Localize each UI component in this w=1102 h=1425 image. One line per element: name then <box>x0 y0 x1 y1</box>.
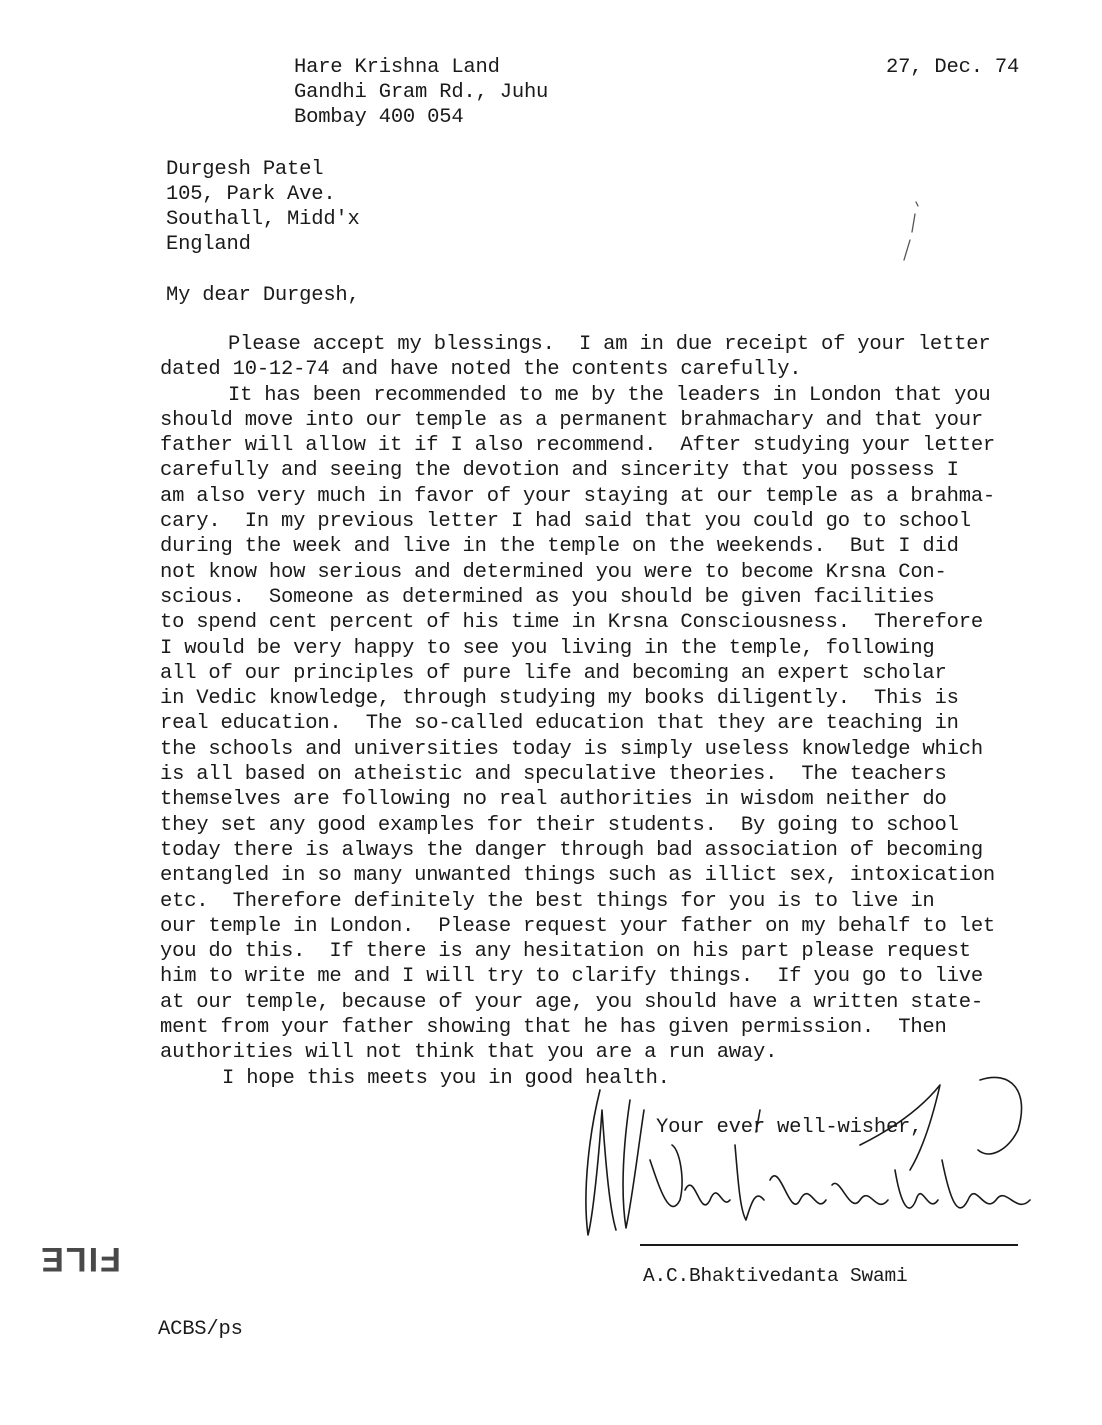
body-line: ment from your father showing that he has given permission. Then <box>160 1016 947 1040</box>
body-line: should move into our temple as a permanent brahmachary and that your <box>160 408 983 432</box>
body-line: authorities will not think that you are a run away. <box>160 1041 778 1065</box>
body-line: the schools and universities today is simply useless knowledge which <box>160 737 983 761</box>
file-stamp <box>30 1232 130 1286</box>
body-line: they set any good examples for their students. By going to school <box>160 813 959 837</box>
body-line: It has been recommended to me by the leaders in London that you <box>228 383 991 407</box>
recipient-address-line3: Southall, Midd'x <box>166 208 360 231</box>
sender-address-line1: Hare Krishna Land <box>294 56 500 79</box>
recipient-address-line4: England <box>166 233 251 256</box>
body-line: is all based on atheistic and speculative theories. The teachers <box>160 763 947 787</box>
body-line: I hope this meets you in good health. <box>222 1066 670 1090</box>
body-line: I would be very happy to see you living in the temple, following <box>160 636 935 660</box>
signatory-name: A.C.Bhaktivedanta Swami <box>643 1265 908 1287</box>
body-line: all of our principles of pure life and becoming an expert scholar <box>160 661 947 685</box>
body-line: am also very much in favor of your staying at our temple as a brahma- <box>160 484 996 508</box>
recipient-address-line1: Durgesh Patel <box>166 158 324 181</box>
svg-text:FILE: FILE <box>39 1240 121 1278</box>
sender-address-line3: Bombay 400 054 <box>294 106 464 129</box>
body-line: in Vedic knowledge, through studying my books diligently. This is <box>160 687 959 711</box>
letter-date: 27, Dec. 74 <box>886 56 1020 79</box>
body-line: not know how serious and determined you were to become Krsna Con- <box>160 560 947 584</box>
body-line: themselves are following no real authorities in wisdom neither do <box>160 788 947 812</box>
sender-address-line2: Gandhi Gram Rd., Juhu <box>294 81 549 104</box>
body-line: etc. Therefore definitely the best things for you is to live in <box>160 889 935 913</box>
body-line: during the week and live in the temple on the weekends. But I did <box>160 535 959 559</box>
body-line: to spend cent percent of his time in Krsna Consciousness. Therefore <box>160 611 983 635</box>
body-line: entangled in so many unwanted things such as illict sex, intoxication <box>160 864 996 888</box>
body-line: at our temple, because of your age, you should have a written state- <box>160 990 983 1014</box>
body-line: scious. Someone as determined as you should be given facilities <box>160 585 935 609</box>
body-line: our temple in London. Please request your father on my behalf to let <box>160 914 996 938</box>
body-line: dated 10-12-74 and have noted the contents carefully. <box>160 358 802 382</box>
body-line: today there is always the danger through bad association of becoming <box>160 838 983 862</box>
reference-initials: ACBS/ps <box>158 1318 243 1341</box>
body-line: carefully and seeing the devotion and sincerity that you possess I <box>160 459 959 483</box>
handwritten-signature <box>560 1050 1060 1250</box>
body-line: cary. In my previous letter I had said that you could go to school <box>160 510 971 534</box>
signature-rule <box>640 1244 1018 1246</box>
body-line: you do this. If there is any hesitation on his part please request <box>160 940 971 964</box>
body-line: father will allow it if I also recommend. After studying your letter <box>160 434 996 458</box>
closing: Your ever well-wisher, <box>656 1116 923 1139</box>
recipient-address-line2: 105, Park Ave. <box>166 183 336 206</box>
salutation: My dear Durgesh, <box>166 284 360 307</box>
letter-body <box>160 332 1050 1091</box>
margin-pencil-mark <box>896 200 926 266</box>
body-line: Please accept my blessings. I am in due receipt of your letter <box>228 333 991 356</box>
body-line: real education. The so-called education that they are teaching in <box>160 712 959 736</box>
body-line: him to write me and I will try to clarify things. If you go to live <box>160 965 983 989</box>
